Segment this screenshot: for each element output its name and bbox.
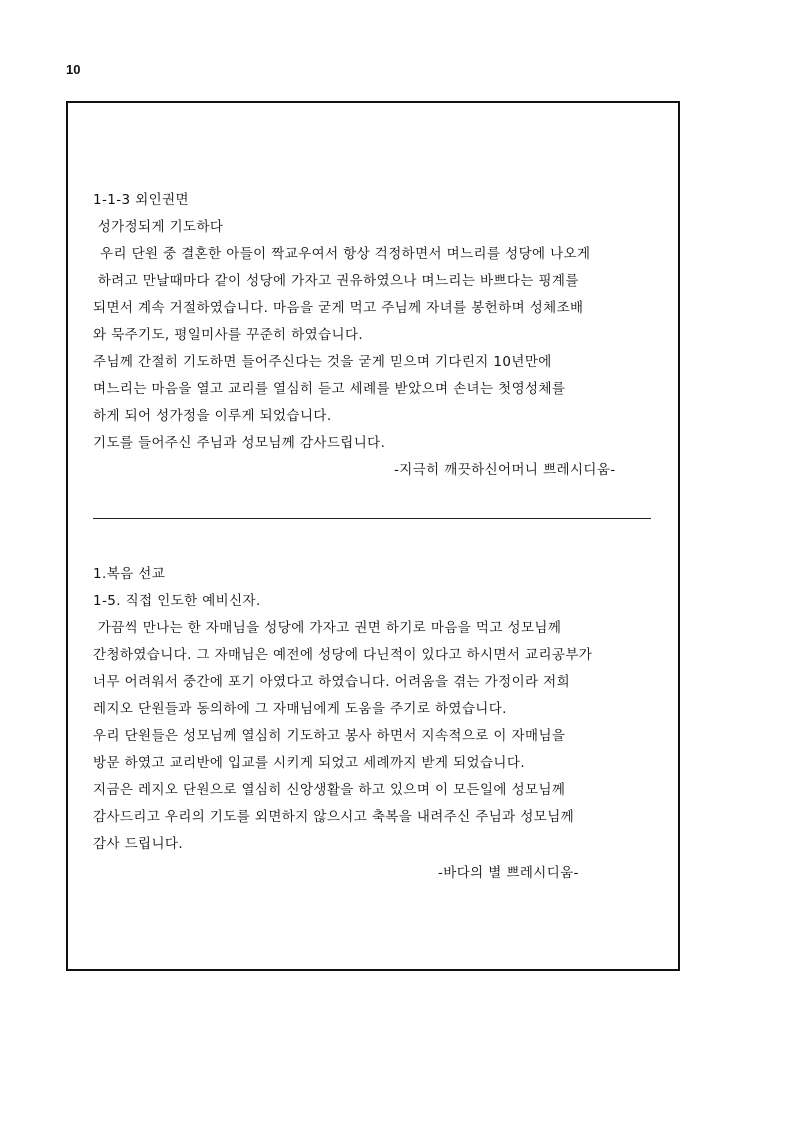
section1-line: 우리 단원 중 결혼한 아들이 짝교우여서 항상 걱정하면서 며느리를 성당에 나오게: [100, 246, 591, 262]
section1-line: 하게 되어 성가정을 이루게 되었습니다.: [93, 408, 332, 424]
section1-signature: -지극히 깨끗하신어머니 쁘레시디움-: [394, 462, 616, 478]
section2-line: 지금은 레지오 단원으로 열심히 신앙생활을 하고 있으며 이 모든일에 성모님께: [93, 782, 566, 798]
section2-line: 감사드리고 우리의 기도를 외면하지 않으시고 축복을 내려주신 주님과 성모님께: [93, 809, 575, 825]
section1-line: 되면서 계속 거절하였습니다. 마음을 굳게 먹고 주님께 자녀를 봉헌하며 성체조배: [93, 300, 584, 316]
section2-line: 가끔씩 만나는 한 자매님을 성당에 가자고 권면 하기로 마음을 먹고 성모님께: [93, 620, 562, 636]
page-number: 10: [66, 62, 81, 77]
section2-line: 간청하였습니다. 그 자매님은 예전에 성당에 다닌적이 있다고 하시면서 교리공부가: [93, 647, 593, 663]
section2-line: 감사 드립니다.: [93, 836, 184, 852]
section2-line: 너무 어려워서 중간에 포기 아였다고 하였습니다. 어려움을 겪는 가정이라 저희: [93, 674, 571, 690]
section1-subheading: 성가정되게 기도하다: [93, 219, 224, 235]
content-frame: [66, 101, 680, 971]
section2-heading: 1.복음 선교: [93, 566, 166, 582]
section1-line: 하려고 만날때마다 같이 성당에 가자고 권유하였으나 며느리는 바쁘다는 핑계를: [93, 273, 579, 289]
section1-line: 와 묵주기도, 평일미사를 꾸준히 하였습니다.: [93, 327, 364, 343]
section2-line: 방문 하였고 교리반에 입교를 시키게 되었고 세례까지 받게 되었습니다.: [93, 755, 526, 771]
section2-subheading: 1-5. 직접 인도한 예비신자.: [93, 593, 261, 609]
section1-line: 기도를 들어주신 주님과 성모님께 감사드립니다.: [93, 435, 386, 451]
section2-line: 우리 단원들은 성모님께 열심히 기도하고 봉사 하면서 지속적으로 이 자매님을: [93, 728, 566, 744]
section2-signature: -바다의 별 쁘레시디움-: [438, 865, 579, 881]
section1-heading: 1-1-3 외인권면: [93, 192, 189, 208]
section2-line: 레지오 단원들과 동의하에 그 자매님에게 도움을 주기로 하였습니다.: [93, 701, 507, 717]
section1-line: 며느리는 마음을 열고 교리를 열심히 듣고 세례를 받았으며 손녀는 첫영성체를: [93, 381, 566, 397]
section1-line: 주님께 간절히 기도하면 들어주신다는 것을 굳게 믿으며 기다린지 10년만에: [93, 354, 552, 370]
section-divider: [93, 518, 651, 519]
